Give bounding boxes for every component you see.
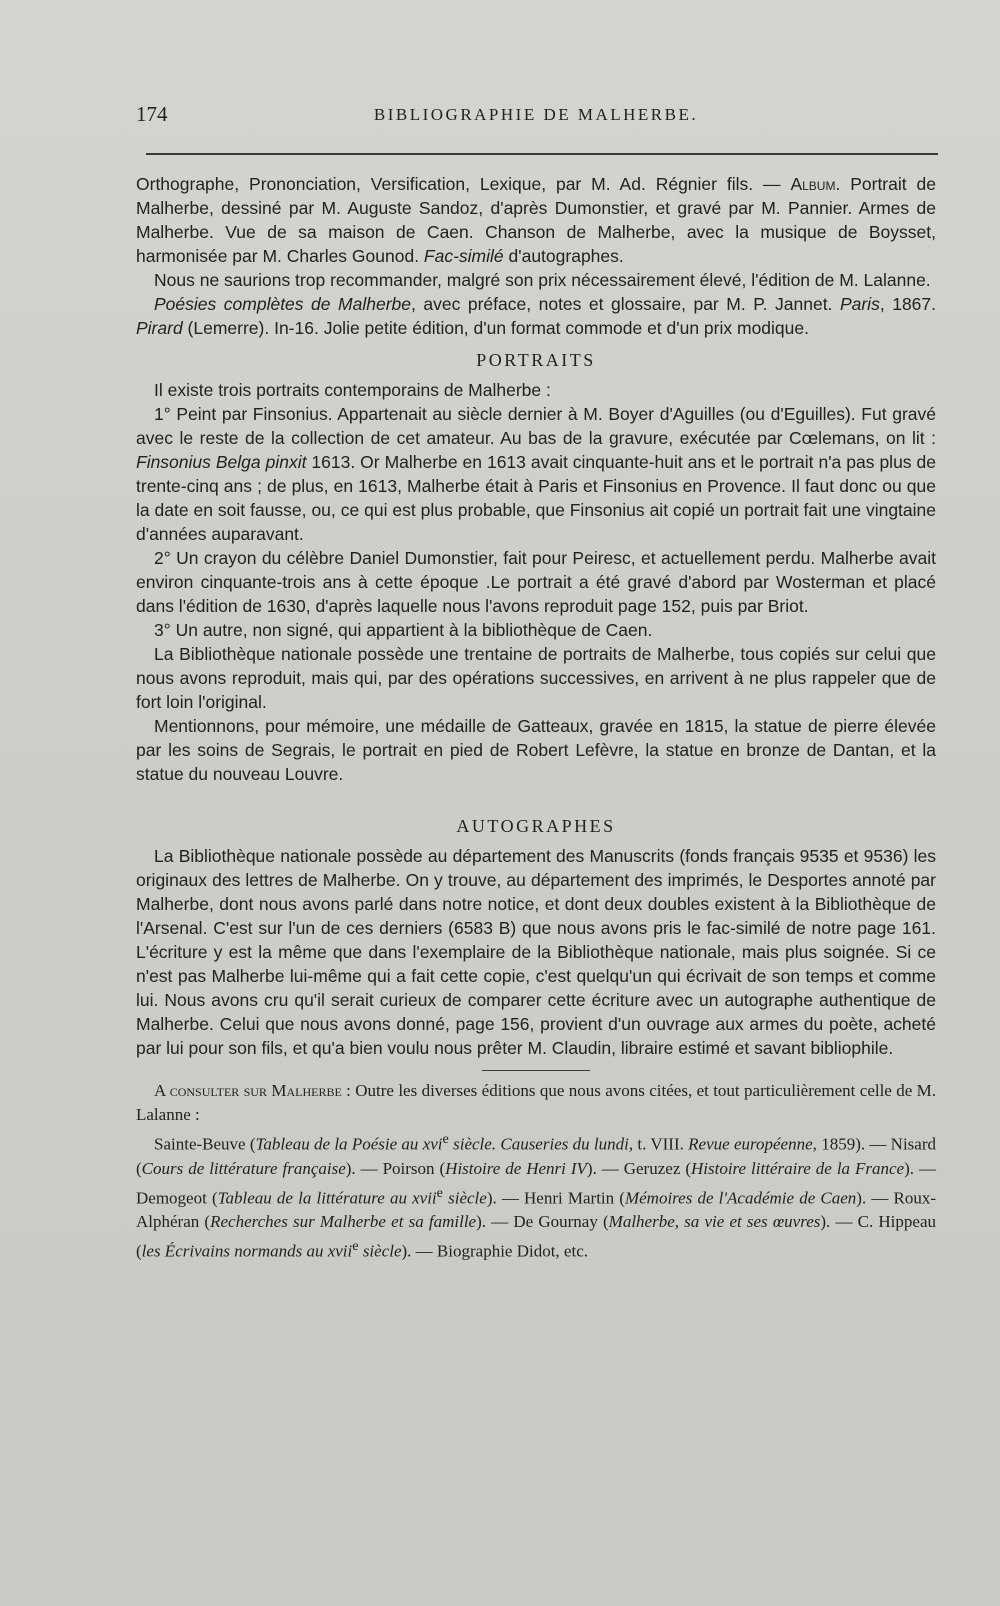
intro-paragraph-jannet: Poésies complètes de Malherbe, avec préface, notes et glossaire, par M. P. Jannet. Paris, 1867. Pirard (Lemerre). In-16. Jolie petite édition, d'un format commode et d'un prix modique.: [136, 294, 936, 338]
header-rule: [146, 153, 938, 155]
portraits-intro: Il existe trois portraits contemporains de Malherbe :: [154, 380, 551, 400]
portraits-bibliotheque-nationale: La Bibliothèque nationale possède une trentaine de portraits de Malherbe, tous copiés sur celui que nous avons reproduit, mais qui, par des opérations successives, en arrivent à ne plus rappeler que de fort loin l'original.: [136, 644, 936, 712]
page-header: [136, 102, 936, 132]
portrait-caen: 3° Un autre, non signé, qui appartient à la bibliothèque de Caen.: [154, 620, 653, 640]
section-heading-autographes: AUTOGRAPHES: [456, 816, 616, 836]
page-number: 174: [136, 102, 168, 126]
running-title: BIBLIOGRAPHIE DE MALHERBE.: [373, 105, 699, 124]
consulter-references: Sainte-Beuve (Tableau de la Poésie au xvi$^e$ siècle. Causeries du lundi, t. VIII. Revue européenne, 1859). — Nisard (Cours de littérature française). — Poirson (Histoire de Henri IV). — Geruzez (Histoire littéraire de la France). — Demogeot (Tableau de la littérature au xvii$^e$ siècle). — Henri Martin (Mémoires de l'Académie de Caen). — Roux-Alphéran (Recherches sur Malherbe et sa famille). — De Gournay (Malherbe, sa vie et ses œuvres). — C. Hippeau (les Écrivains normands au xvii$^e$ siècle). — Biographie Didot, etc.: [136, 1131, 937, 1261]
portrait-dumonstier: 2° Un crayon du célèbre Daniel Dumonstier, fait pour Peiresc, et actuellement perdu. Malherbe avait environ cinquante-trois ans à cette époque .Le portrait a été gravé d'abord par Wosterman et placé dans l'édition de 1630, d'après laquelle nous l'avons reproduit page 152, puis par Briot.: [136, 548, 936, 616]
portrait-finsonius: 1° Peint par Finsonius. Appartenait au siècle dernier à M. Boyer d'Aguilles (ou d'Eguilles). Fut gravé avec le reste de la collection de cet amateur. Au bas de la gravure, exécutée par Cœlemans, on lit : Finsonius Belga pinxit 1613. Or Malherbe en 1613 avait cinquante-huit ans et le portrait n'a pas plus de trente-cinq ans ; de plus, en 1613, Malherbe était à Paris et Finsonius en Provence. Il faut donc ou que la date en soit fausse, ou, ce qui est plus probable, que Finsonius ait copié un portrait fait une vingtaine d'années auparavant.: [136, 404, 936, 544]
autographes-paragraph: La Bibliothèque nationale possède au département des Manuscrits (fonds français 9535 et 9536) les originaux des lettres de Malherbe. On y trouve, au département des imprimés, le Desportes annoté par Malherbe, dont nous avons parlé dans notre notice, et dont deux doubles existent à la Bibliothèque de l'Arsenal. C'est sur l'un de ces derniers (6583 B) que nous avons pris le fac-similé de notre page 161. L'écriture y est la même que dans l'exemplaire de la Bibliothèque nationale, mais plus soignée. Si ce n'est pas Malherbe lui-même qui a fait cette copie, c'est quelqu'un qui écrivait de son temps et comme lui. Nous avons cru qu'il serait curieux de comparer cette écriture avec un autographe authentique de Malherbe. Celui que nous avons donné, page 156, provient d'un ouvrage aux armes du poète, acheté par lui pour son fils, et qu'a bien voulu nous prêter M. Claudin, libraire estimé et savant bibliophile.: [136, 846, 936, 1058]
section-heading-portraits: PORTRAITS: [476, 350, 596, 370]
intro-paragraph-lalanne: Nous ne saurions trop recommander, malgré son prix nécessairement élevé, l'édition de M. Lalanne.: [154, 270, 931, 290]
portraits-mentions: Mentionnons, pour mémoire, une médaille de Gatteaux, gravée en 1815, la statue de pierre élevée par les soins de Segrais, le portrait en pied de Robert Lefèvre, la statue en bronze de Dantan, et la statue du nouveau Louvre.: [136, 716, 936, 784]
footnote-rule: [482, 1070, 590, 1071]
consulter-intro: A consulter sur Malherbe : Outre les diverses éditions que nous avons citées, et tout particulièrement celle de M. Lalanne :: [136, 1081, 936, 1124]
page-body: [136, 172, 936, 1264]
intro-paragraph-album: Orthographe, Prononciation, Versification, Lexique, par M. Ad. Régnier fils. — Album. Portrait de Malherbe, dessiné par M. Auguste Sandoz, d'après Dumonstier, et gravé par M. Pannier. Armes de Malherbe. Vue de sa maison de Caen. Chanson de Malherbe, avec la musique de Boysset, harmonisée par M. Charles Gounod. Fac-similé d'autographes.: [136, 174, 936, 266]
